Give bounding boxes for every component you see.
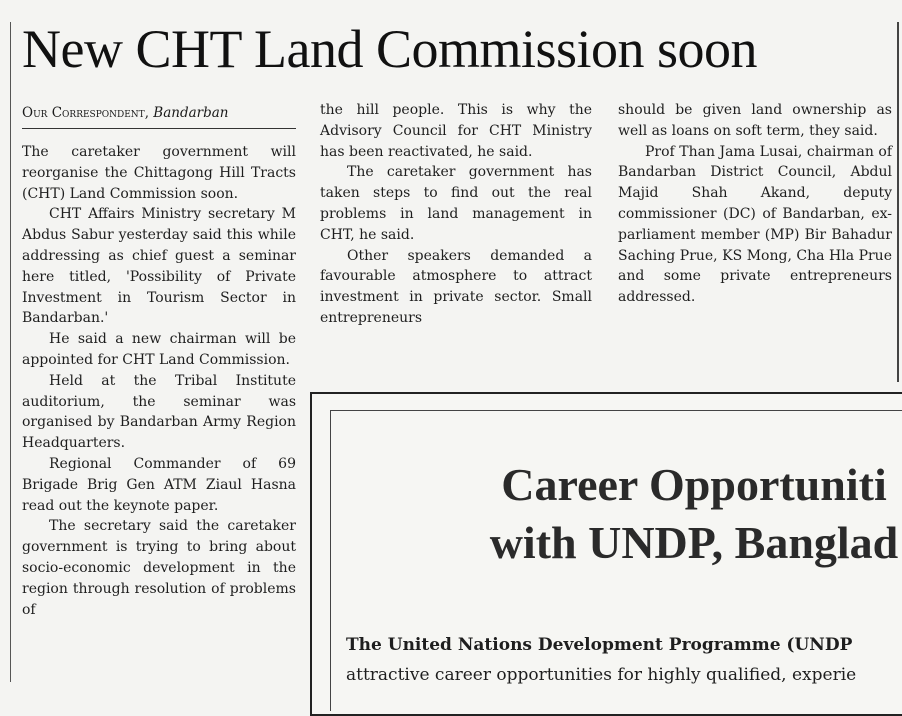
advertisement-body (346, 630, 902, 690)
paragraph: Regional Commander of 69 Brigade Brig Gen ATM Ziaul Hasna read out the keynote paper. (22, 455, 296, 514)
article-column-3 (618, 100, 892, 308)
advertisement-title-line-1: Career Opportuniti (501, 459, 887, 510)
paragraph: Other speakers demanded a favourable atmosphere to attract investment in private sector. Small entrepreneurs (320, 247, 592, 326)
advertisement-body-line-2: attractive career opportunities for highly qualified, experie (346, 665, 857, 685)
advertisement-body-line-1: The United Nations Development Programme (UNDP (346, 635, 853, 655)
advertisement-title (434, 456, 902, 572)
article-headline: New CHT Land Commission soon (22, 19, 758, 79)
article-column-2 (320, 100, 592, 329)
paragraph: The caretaker government has taken steps to find out the real problems in land management in CHT, he said. (320, 164, 592, 243)
paragraph: should be given land ownership as well as loans on soft term, they said. (618, 102, 892, 139)
paragraph: The secretary said the caretaker government is trying to bring about socio-economic development in the region through resolution of problems of (22, 518, 296, 618)
byline-rule (22, 128, 296, 129)
left-column-rule (10, 22, 11, 682)
byline-location: Bandarban (153, 105, 229, 121)
paragraph: Held at the Tribal Institute auditorium, the seminar was organised by Bandarban Army Region Headquarters. (22, 372, 296, 452)
byline-correspondent: Our Correspondent, (22, 105, 149, 121)
paragraph: The caretaker government will reorganise the Chittagong Hill Tracts (CHT) Land Commission soon. (22, 144, 296, 202)
advertisement-title-line-2: with UNDP, Banglad (489, 517, 899, 568)
article-column-1 (22, 142, 296, 620)
paragraph: Prof Than Jama Lusai, chairman of Bandarban District Council, Abdul Majid Shah Akand, deputy commissioner (DC) of Bandarban, ex-parliament member (MP) Bir Bahadur Saching Prue, KS Mong, Cha Hla Prue and some private entrepreneurs addressed. (618, 143, 892, 306)
paragraph: the hill people. This is why the Advisory Council for CHT Ministry has been reactivated, he said. (320, 102, 592, 160)
paragraph: CHT Affairs Ministry secretary M Abdus Sabur yesterday said this while addressing as chief guest a seminar here titled, 'Possibility of Private Investment in Tourism Sector in Bandarban.' (22, 206, 296, 327)
paragraph: He said a new chairman will be appointed for CHT Land Commission. (22, 331, 296, 368)
byline (22, 104, 292, 122)
